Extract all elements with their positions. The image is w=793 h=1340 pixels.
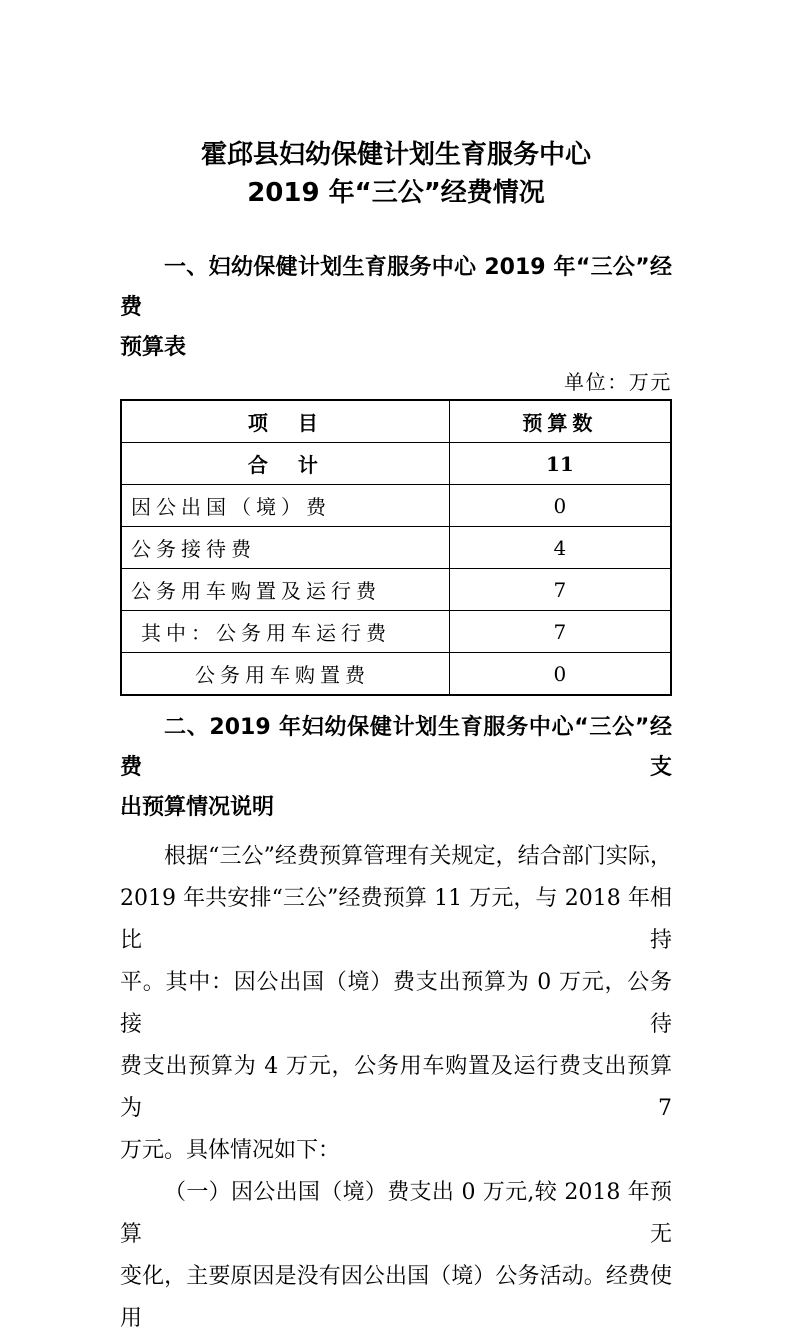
body-line: 根据“三公”经费预算管理有关规定，结合部门实际， [164,844,672,869]
body-line: 万元。具体情况如下： [120,1138,341,1163]
body-line: 平。其中：因公出国（境）费支出预算为 0 万元，公务接待 [120,970,672,1037]
table-row-total [121,443,671,485]
document-title-line1: 霍邱县妇幼保健计划生育服务中心 [200,140,591,170]
section1-heading-line1: 一、妇幼保健计划生育服务中心 2019 年“三公”经费 [120,255,672,320]
header-item-cell: 项 目 [121,400,449,443]
value-cell: 4 [449,527,671,569]
body-line: 2019 年共安排“三公”经费预算 11 万元，与 2018 年相比持 [120,886,672,953]
budget-table [120,399,672,696]
value-cell: 0 [449,653,671,696]
section1-heading-line2: 预算表 [120,335,187,360]
document-title [120,136,672,212]
section2-heading-line2: 出预算情况说明 [120,795,275,820]
table-row-reception [121,527,671,569]
section2-heading-line1: 二、2019 年妇幼保健计划生育服务中心“三公”经费支 [120,715,672,780]
table-row-vehicle-operation [121,611,671,653]
value-cell: 0 [449,485,671,527]
table-row-vehicle-total [121,569,671,611]
item-cell: 公务用车购置及运行费 [121,569,449,611]
body-paragraphs [120,836,672,1340]
table-row-abroad [121,485,671,527]
value-cell: 7 [449,569,671,611]
table-header-row [121,400,671,443]
body-line: 费支出预算为 4 万元，公务用车购置及运行费支出预算为 7 [120,1054,672,1121]
header-value-cell: 预算数 [449,400,671,443]
body-line: （一）因公出国（境）费支出 0 万元,较 2018 年预算无 [120,1180,672,1247]
value-cell: 11 [449,443,671,485]
section2-heading [120,708,672,828]
section1-heading [120,248,672,368]
table-row-vehicle-purchase [121,653,671,696]
item-cell: 其中：公务用车运行费 [121,611,449,653]
document-title-line2: 2019 年“三公”经费情况 [247,178,545,208]
item-cell: 合 计 [121,443,449,485]
item-cell: 公务用车购置费 [121,653,449,696]
item-cell: 公务接待费 [121,527,449,569]
item-cell: 因公出国（境）费 [121,485,449,527]
unit-note: 单位：万元 [564,370,672,394]
value-cell: 7 [449,611,671,653]
body-line: 变化，主要原因是没有因公出国（境）公务活动。经费使用 [120,1264,672,1331]
